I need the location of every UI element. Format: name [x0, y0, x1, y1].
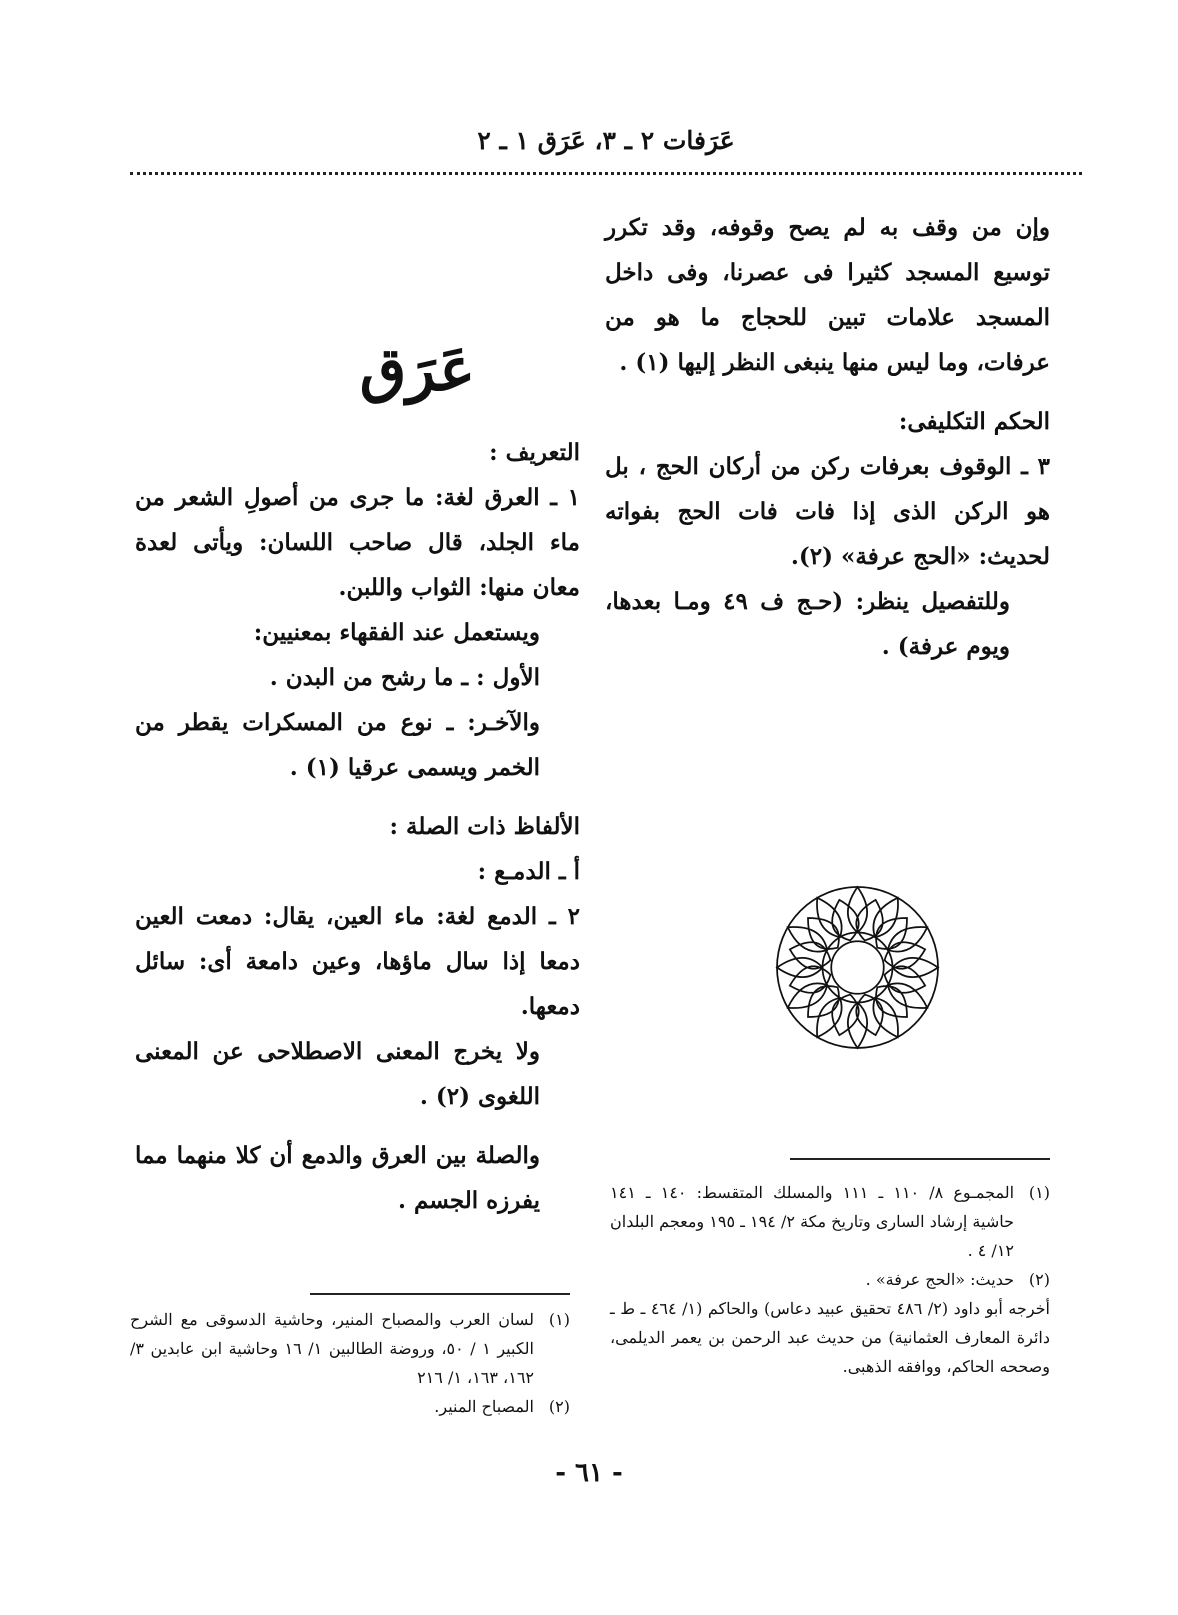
paragraph: والآخـر: ـ نوع من المسكرات يقطر من الخمر ويسمى عرقيا (١) . — [135, 709, 540, 781]
footnote-text: المصباح المنير. — [434, 1397, 534, 1416]
footnote-number: (٢) — [1028, 1270, 1050, 1289]
left-column — [135, 205, 580, 1223]
paragraph: ولا يخرج المعنى الاصطلاحى عن المعنى اللغوى (٢) . — [135, 1038, 540, 1110]
paragraph: ١ ـ العرق لغة: ما جرى من أصولِ الشعر من ماء الجلد، قال صاحب اللسان: ويأتى لعدة معان منها: الثواب واللبن. — [135, 484, 580, 601]
footnote-continuation: أخرجه أبو داود (٢/ ٤٨٦ تحقيق عبيد دعاس) والحاكم (١/ ٤٦٤ ـ ط ـ دائرة المعارف العثمانية) من حديث عبد الرحمن بن يعمر الديلمى، وصححه الحاكم، ووافقه الذهبى. — [610, 1299, 1050, 1376]
sub-heading: أ ـ الدمـع : — [477, 858, 580, 885]
entry-title: عَرَق — [359, 335, 476, 405]
paragraph: ٣ ـ الوقوف بعرفات ركن من أركان الحج ، بل هو الركن الذى إذا فات فات الحج بفواته لحديث: «الحج عرفة» (٢). — [605, 453, 1050, 570]
footnote — [610, 1265, 1050, 1294]
page-number: - ٦١ - — [555, 1458, 623, 1488]
paragraph: وإن من وقف به لم يصح وقوفه، وقد تكرر توسيع المسجد كثيرا فى عصرنا، وفى داخل المسجد علامات تبين للحجاج ما هو من عرفات، وما ليس منها ينبغى النظر إليها (١) . — [605, 214, 1050, 376]
paragraph: والصلة بين العرق والدمع أن كلا منهما مما يفرزه الجسم . — [135, 1142, 540, 1214]
paragraph: ٢ ـ الدمع لغة: ماء العين، يقال: دمعت العين دمعا إذا سال ماؤها، وعين دامعة أى: سائل دمعها. — [135, 903, 580, 1020]
footnote-rule — [310, 1293, 570, 1295]
right-column — [605, 205, 1050, 669]
footnote-number: (٢) — [548, 1397, 570, 1416]
footnote — [130, 1305, 570, 1392]
footnote — [610, 1178, 1050, 1265]
paragraph: الأول : ـ ما رشح من البدن . — [269, 664, 540, 691]
section-heading: الحكم التكليفى: — [898, 408, 1050, 435]
footnote-rule — [790, 1158, 1050, 1160]
footnote-text: لسان العرب والمصباح المنير، وحاشية الدسوقى مع الشرح الكبير ١ / ٥٠، وروضة الطالبين ١/ ١٦ وحاشية ابن عابدين ٣/ ١٦٢، ١٦٣، ١/ ٢١٦ — [130, 1310, 534, 1387]
section-heading: الألفاظ ذات الصلة : — [389, 813, 580, 840]
header-dotted-rule — [130, 172, 1082, 175]
ornament-icon — [770, 880, 945, 1055]
footnotes-right — [610, 1178, 1050, 1381]
footnotes-left — [130, 1305, 570, 1421]
footnote-text: المجمـوع ٨/ ١١٠ ـ ١١١ والمسلك المتقسط: ١٤٠ ـ ١٤١ حاشية إرشاد السارى وتاريخ مكة ٢/ ١٩٤ ـ ١٩٥ ومعجم البلدان ١٢/ ٤ . — [610, 1183, 1015, 1260]
paragraph: ويستعمل عند الفقهاء بمعنيين: — [253, 619, 540, 646]
paragraph: وللتفصيل ينظر: (حـج ف ٤٩ ومـا بعدها، ويوم عرفة) . — [605, 588, 1010, 660]
footnote-text: حديث: «الحج عرفة» . — [865, 1270, 1014, 1289]
footnote-number: (١) — [1028, 1183, 1050, 1202]
running-header: عَرَفات ٢ ـ ٣، عَرَق ١ ـ ٢ — [477, 126, 735, 155]
footnote-number: (١) — [548, 1310, 570, 1329]
footnote — [130, 1392, 570, 1421]
section-heading: التعريف : — [489, 439, 580, 466]
